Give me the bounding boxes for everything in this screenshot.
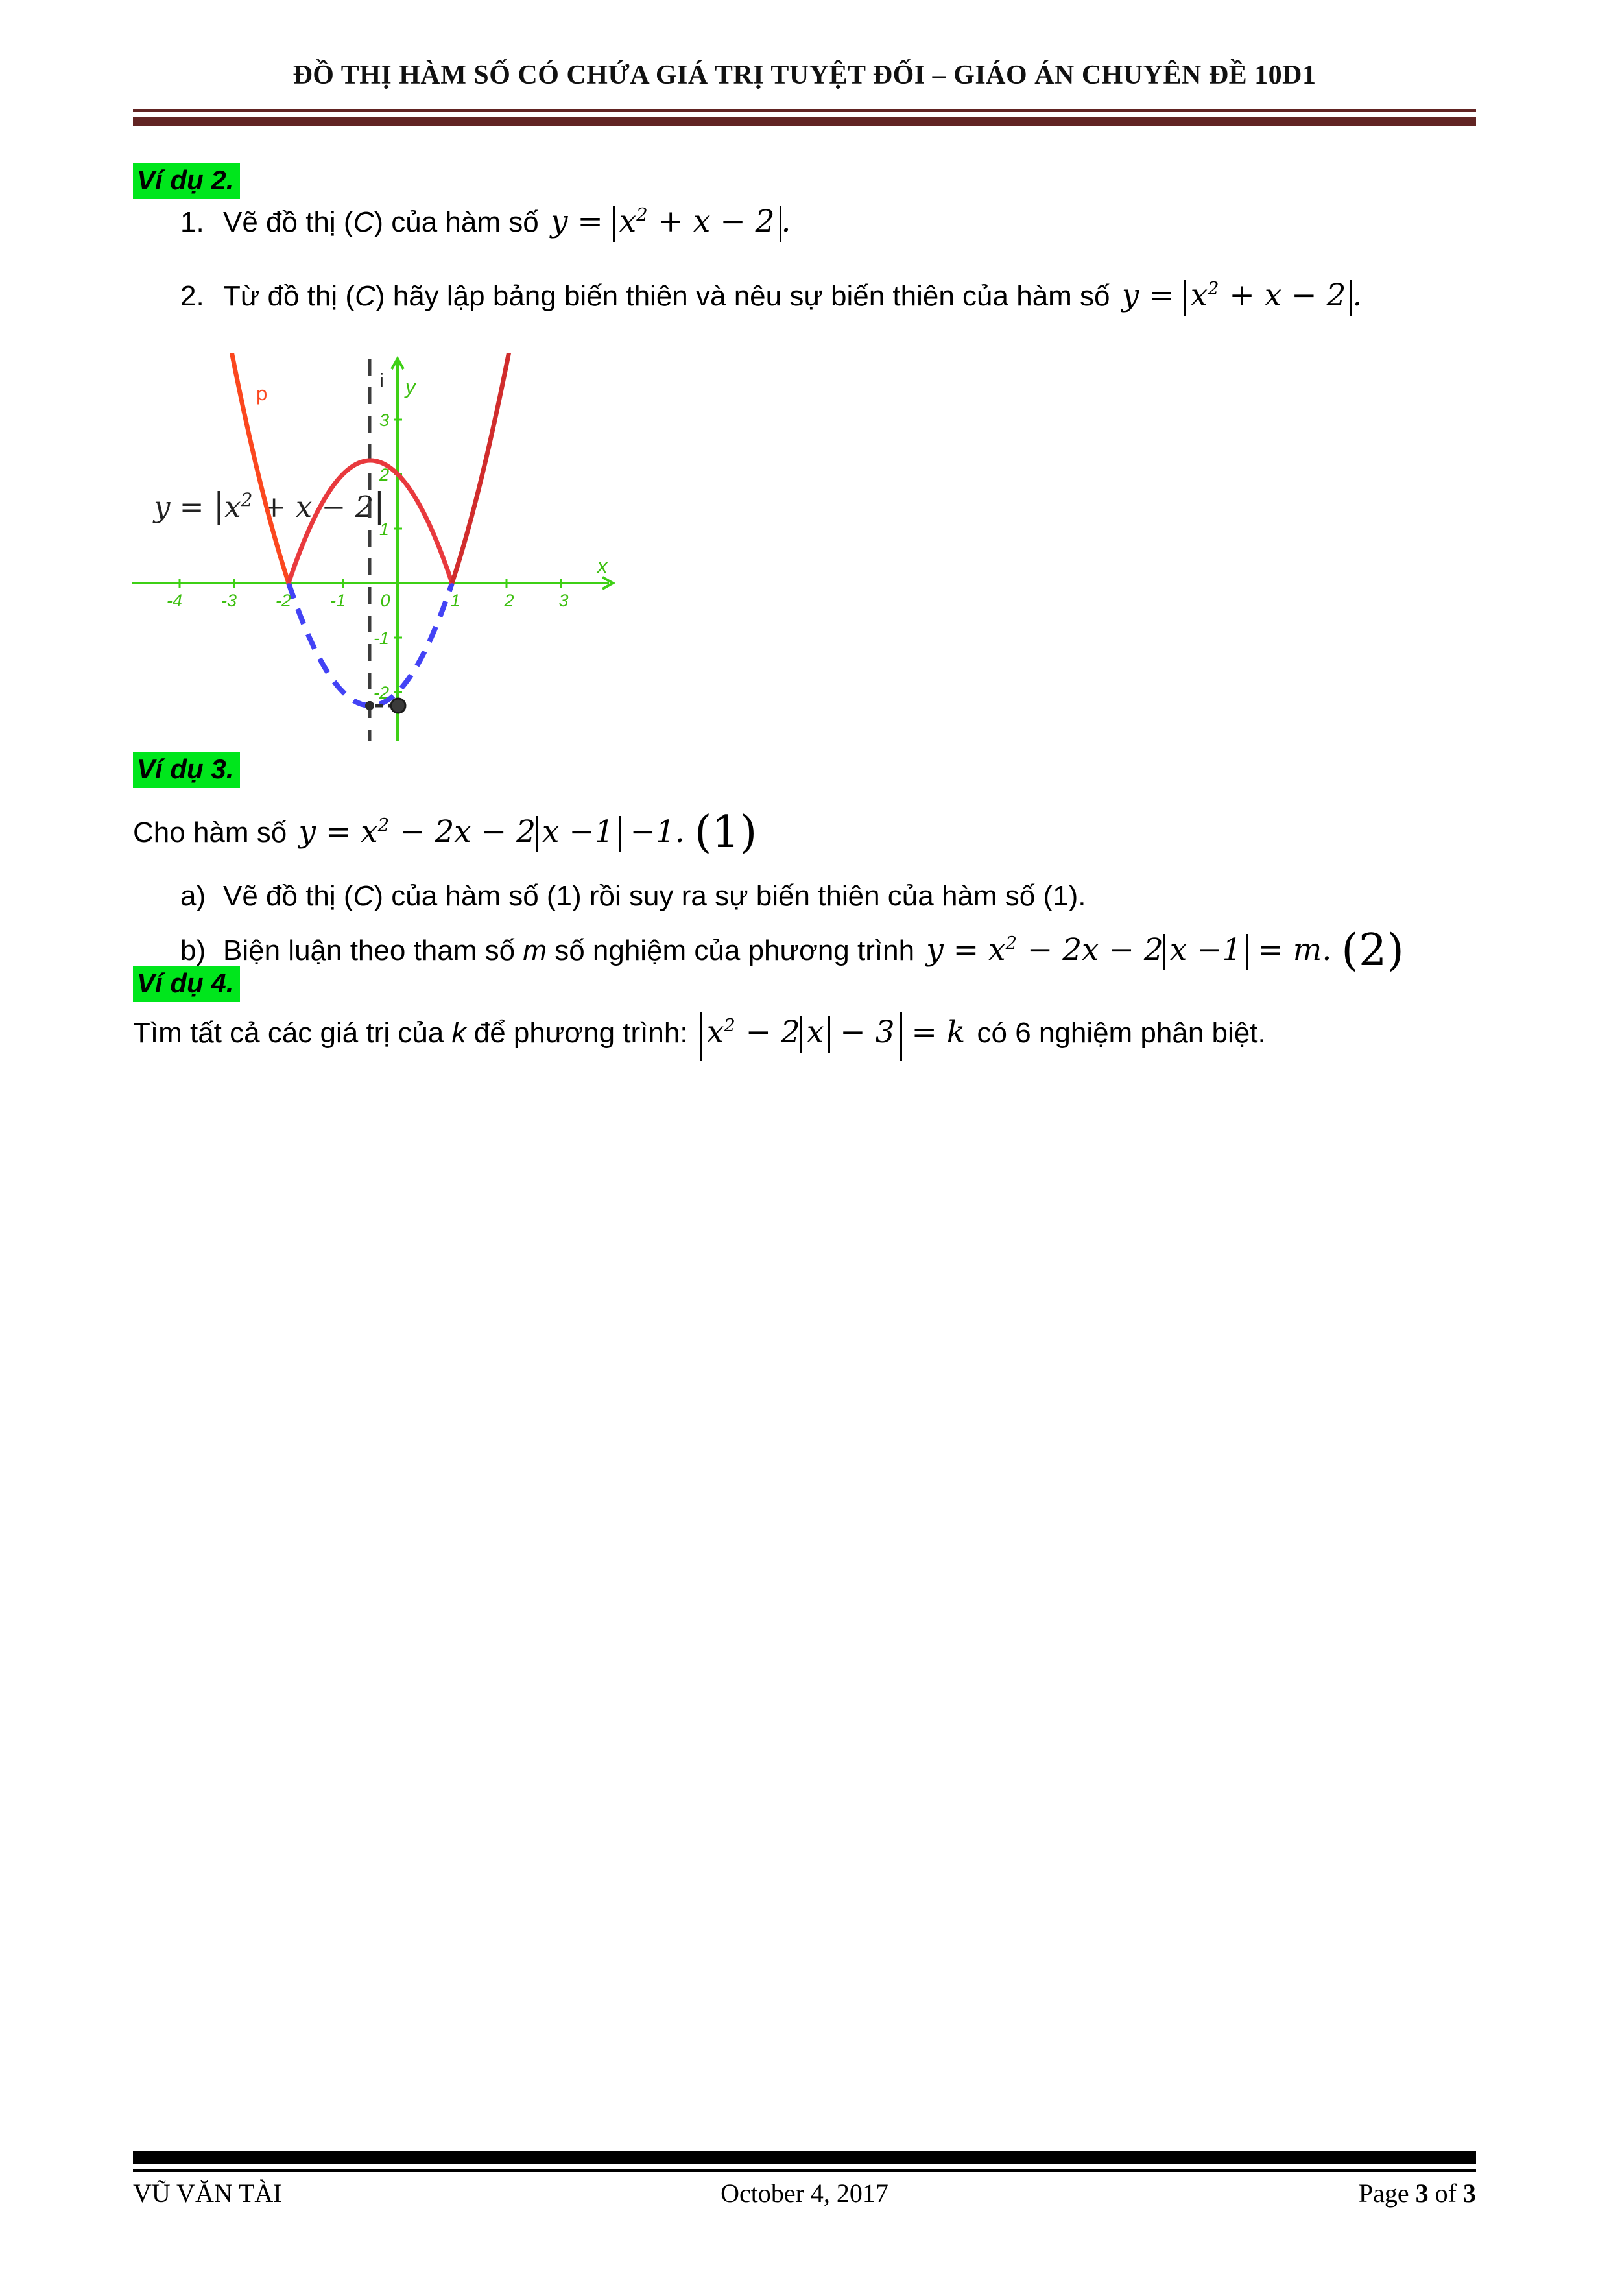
x-tick-label: -4 [166, 591, 183, 610]
x-tick-label: -2 [275, 591, 292, 610]
header-rule-thick [133, 117, 1476, 126]
y-tick-label: 1 [379, 520, 389, 539]
x-tick-label: -3 [220, 591, 237, 610]
example2-item2 [180, 275, 1366, 316]
item-number: a) [180, 880, 206, 912]
graph-canvas [126, 353, 619, 743]
function-graph [126, 353, 619, 743]
y-tick-label: -1 [373, 628, 389, 648]
example2-label: Ví dụ 2. [133, 163, 240, 199]
formula-abs-quadratic: y = x2 + x − 2 . [551, 204, 791, 239]
example3-label: Ví dụ 3. [133, 752, 240, 788]
parabola-right-arm [452, 353, 510, 583]
graph-equation-label: $y = |x^2 + x - 2|$ [154, 486, 385, 525]
item-text: Vẽ đồ thị (C) của hàm số [223, 206, 539, 238]
x-axis-label: x [597, 555, 608, 577]
example3-item-a [180, 877, 1086, 915]
example3-intro: Cho hàm số y = x2 − 2x − 2 x −1 −1. (1) [133, 807, 757, 858]
example2-item1 [180, 201, 795, 242]
footer-rule [133, 2169, 1476, 2172]
x-tick-label: 1 [450, 591, 460, 610]
line-i-label: i [379, 369, 384, 392]
y-tick-label: 3 [379, 411, 389, 430]
item-number: 2. [180, 280, 204, 312]
x-tick-label: -1 [329, 591, 346, 610]
formula-abs-quadratic: y = x2 + x − 2 . [1122, 278, 1363, 313]
x-tick-label: 3 [558, 591, 569, 610]
y-tick-label: -2 [373, 683, 389, 702]
footer-page-number: Page 3 of 3 [1358, 2179, 1476, 2208]
axis-marker-point [391, 699, 405, 713]
x-tick-label: 0 [380, 591, 390, 610]
item-text: Từ đồ thị (C) hãy lập bảng biến thiên và nêu sự biến thiên của hàm số [223, 280, 1110, 312]
formula-2: y = x2 − 2x − 2 x −1 = m. (2) [926, 925, 1404, 976]
page-title: ĐỒ THỊ HÀM SỐ CÓ CHỨA GIÁ TRỊ TUYỆT ĐỐI – GIÁO ÁN CHUYÊN ĐỀ 10D1 [292, 60, 1317, 90]
vertex-point [365, 701, 374, 710]
footer-bar [133, 2151, 1476, 2164]
item-text: Vẽ đồ thị (C) của hàm số (1) rồi suy ra sự biến thiên của hàm số (1). [223, 880, 1086, 912]
item-number: b) [180, 934, 206, 966]
example3-item-b [180, 921, 1408, 981]
header-rule-thin [133, 109, 1476, 112]
parabola-p-label: p [256, 382, 268, 405]
item-text: Biện luận theo tham số m số nghiệm của phương trình [223, 934, 915, 966]
example4-label: Ví dụ 4. [133, 966, 240, 1002]
x-tick-label: 2 [504, 591, 514, 610]
formula-1: y = x2 − 2x − 2 x −1 −1. (1) [298, 807, 757, 858]
y-axis-label: y [405, 376, 416, 398]
y-tick-label: 2 [379, 465, 389, 484]
example4-text: Tìm tất cả các giá trị của k để phương trình: x2 − 2 x − 3 = k có 6 nghiệm phân biệt. [133, 1012, 1266, 1061]
formula-3: x2 − 2 x − 3 = k [700, 1014, 965, 1050]
item-number: 1. [180, 206, 204, 238]
footer-author: VŨ VĂN TÀI [133, 2179, 282, 2208]
footer-date: October 4, 2017 [721, 2179, 888, 2208]
